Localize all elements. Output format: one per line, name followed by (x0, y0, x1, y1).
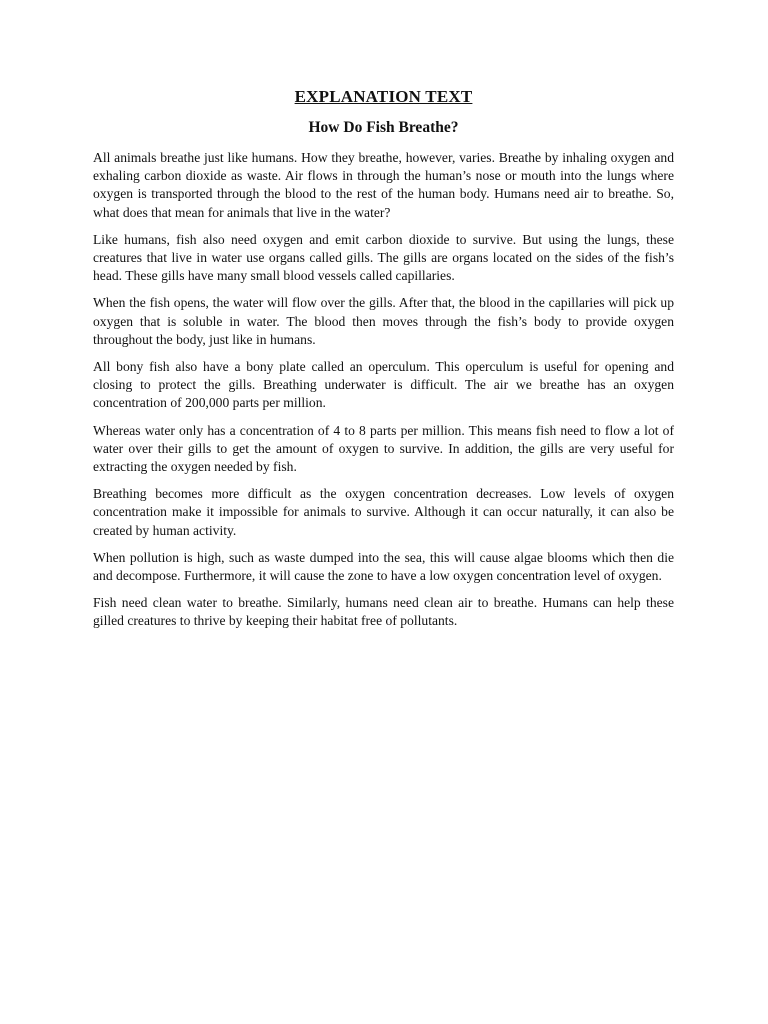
paragraph: All bony fish also have a bony plate called an operculum. This operculum is useful for opening and closing to protect the gills. Breathing underwater is difficult. The air we breathe has an oxygen concentration of 200,000 parts per million. (93, 359, 674, 411)
paragraph: When pollution is high, such as waste dumped into the sea, this will cause algae blooms which then die and decompose. Furthermore, it will cause the zone to have a low oxygen concentration level of oxygen. (93, 549, 674, 584)
paragraph: All animals breathe just like humans. How they breathe, however, varies. Breathe by inhaling oxygen and exhaling carbon dioxide as waste. Air flows in through the human’s nose or mouth into the lungs where oxygen is transported through the blood to the rest of the human body. Humans need air to breathe. So, what does that mean for animals that live in the water? (93, 150, 674, 220)
document-subtitle: How Do Fish Breathe? (308, 119, 459, 136)
paragraph-list (93, 149, 674, 631)
document-title: EXPLANATION TEXT (294, 87, 473, 106)
paragraph: Breathing becomes more difficult as the oxygen concentration decreases. Low levels of oxygen concentration make it impossible for animals to survive. Although it can occur naturally, it can also be created by human activity. (93, 486, 674, 538)
paragraph: Like humans, fish also need oxygen and emit carbon dioxide to survive. But using the lungs, these creatures that live in water use organs called gills. The gills are organs located on the sides of the fish’s head. These gills have many small blood vessels called capillaries. (93, 231, 674, 284)
paragraph: When the fish opens, the water will flow over the gills. After that, the blood in the capillaries will pick up oxygen that is soluble in water. The blood then moves through the fish’s body to provide oxygen throughout the body, just like in humans. (93, 295, 674, 347)
paragraph: Fish need clean water to breathe. Similarly, humans need clean air to breathe. Humans can help these gilled creatures to thrive by keeping their habitat free of pollutants. (93, 595, 674, 629)
document-body (93, 86, 674, 640)
paragraph: Whereas water only has a concentration of 4 to 8 parts per million. This means fish need to flow a lot of water over their gills to get the amount of oxygen to survive. In addition, the gills are very useful for extracting the oxygen needed by fish. (93, 422, 674, 475)
